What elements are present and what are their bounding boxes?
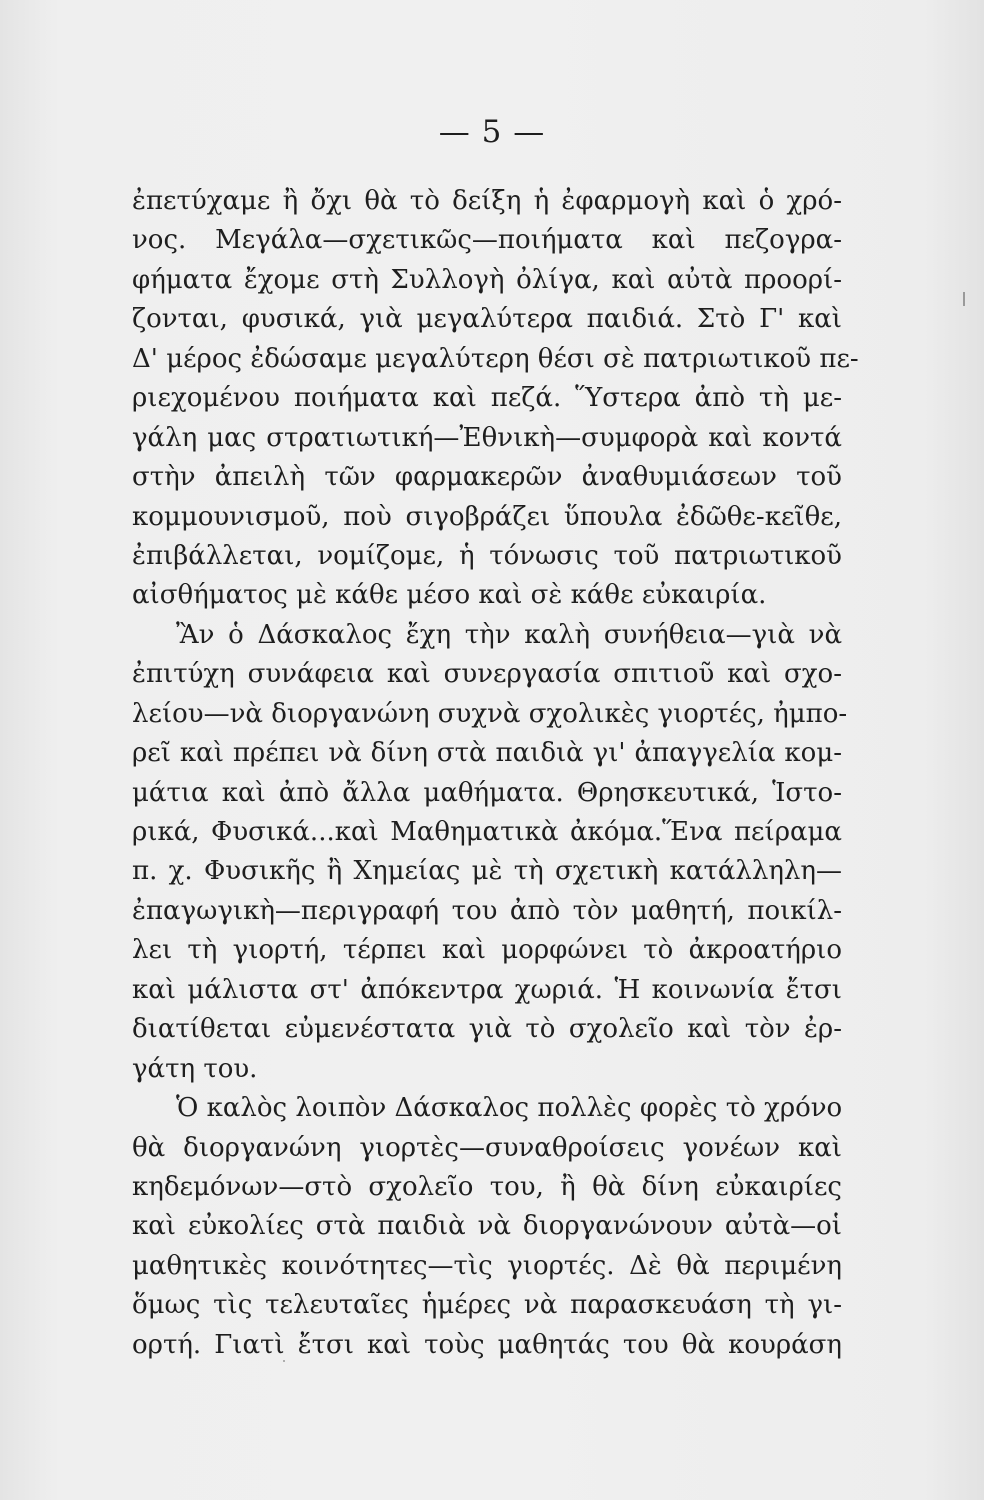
text-line: Δ' μέρος ἐδώσαμε μεγαλύτερη θέσι σὲ πατριωτικοῦ πε- [132, 343, 859, 374]
text-line: νος. Μεγάλα—σχετικῶς—ποιήματα καὶ πεζογρα- [132, 225, 842, 256]
text-line: θὰ διοργανώνη γιορτὲς—συναθροίσεις γονέων καὶ [132, 1132, 842, 1163]
text-line: διατίθεται εὐμενέστατα γιὰ τὸ σχολεῖο καὶ τὸν ἐρ- [132, 1014, 842, 1045]
text-line: αἰσθήματος μὲ κάθε μέσο καὶ σὲ κάθε εὐκαιρία. [132, 580, 767, 611]
page-number: — 5 — [438, 114, 546, 150]
stray-mark [283, 1360, 285, 1362]
text-line: φήματα ἔχομε στὴ Συλλογὴ ὀλίγα, καὶ αὐτὰ προορί- [132, 264, 842, 295]
text-line: ριεχομένου ποιήματα καὶ πεζά. Ὕστερα ἀπὸ τὴ με- [132, 383, 842, 414]
text-line: ζονται, φυσικά, γιὰ μεγαλύτερα παιδιά. Στὸ Γ' καὶ [132, 304, 842, 335]
stray-mark [963, 292, 965, 306]
text-line: λει τὴ γιορτή, τέρπει καὶ μορφώνει τὸ ἀκροατήριο [132, 935, 842, 966]
text-line: ρικά, Φυσικά...καὶ Μαθηματικὰ ἀκόμα.Ἕνα πείραμα [132, 817, 842, 847]
paragraph-1 [132, 182, 859, 616]
text-line: Ὁ καλὸς λοιπὸν Δάσκαλος πολλὲς φορὲς τὸ χρόνο [176, 1093, 843, 1124]
text-line: λείου—νὰ διοργανώνη συχνὰ σχολικὲς γιορτές, ἠμπο- [132, 698, 848, 729]
text-line: π. χ. Φυσικῆς ἢ Χημείας μὲ τὴ σχετικὴ κατάλληλη— [132, 856, 842, 887]
text-line: γάλη μας στρατιωτική—Ἐθνικὴ—συμφορὰ καὶ κοντά [132, 422, 842, 453]
body-text [132, 182, 859, 1365]
paragraph-2 [132, 616, 848, 1089]
text-line: ορτή. Γιατὶ ἔτσι καὶ τοὺς μαθητάς του θὰ κουράση [132, 1329, 842, 1360]
text-line: γάτη του. [132, 1053, 258, 1084]
text-line: στὴν ἀπειλὴ τῶν φαρμακερῶν ἀναθυμιάσεων τοῦ [132, 462, 842, 493]
text-line: καὶ εὐκολίες στὰ παιδιὰ νὰ διοργανώνουν αὐτὰ—οἱ [132, 1211, 842, 1242]
text-line: κομμουνισμοῦ, ποὺ σιγοβράζει ὕπουλα ἐδῶθε-κεῖθε, [132, 501, 842, 532]
text-line: κηδεμόνων—στὸ σχολεῖο του, ἢ θὰ δίνη εὐκαιρίες [132, 1171, 842, 1202]
text-line: ἐπιτύχη συνάφεια καὶ συνεργασία σπιτιοῦ καὶ σχο- [132, 659, 842, 690]
text-line: μαθητικὲς κοινότητες—τὶς γιορτές. Δὲ θὰ περιμένη [132, 1250, 842, 1281]
text-line: ἐπιβάλλεται, νομίζομε, ἡ τόνωσις τοῦ πατριωτικοῦ [132, 540, 842, 571]
text-line: ἐπετύχαμε ἢ ὄχι θὰ τὸ δείξη ἡ ἐφαρμογὴ καὶ ὁ χρό- [132, 186, 842, 216]
text-line: ἐπαγωγικὴ—περιγραφή του ἀπὸ τὸν μαθητή, ποικίλ- [132, 895, 842, 926]
paragraph-3 [132, 1089, 842, 1365]
text-line: ρεῖ καὶ πρέπει νὰ δίνη στὰ παιδιὰ γι' ἀπαγγελία κομ- [132, 738, 842, 769]
text-line: καὶ μάλιστα στ' ἀπόκεντρα χωριά. Ἡ κοινωνία ἔτσι [132, 974, 842, 1005]
text-line: Ἂν ὁ Δάσκαλος ἔχη τὴν καλὴ συνήθεια—γιὰ νὰ [176, 619, 842, 650]
text-line: ὅμως τὶς τελευταῖες ἡμέρες νὰ παρασκευάση τὴ γι- [132, 1290, 842, 1321]
text-line: μάτια καὶ ἀπὸ ἄλλα μαθήματα. Θρησκευτικά, Ἱστο- [132, 777, 842, 808]
